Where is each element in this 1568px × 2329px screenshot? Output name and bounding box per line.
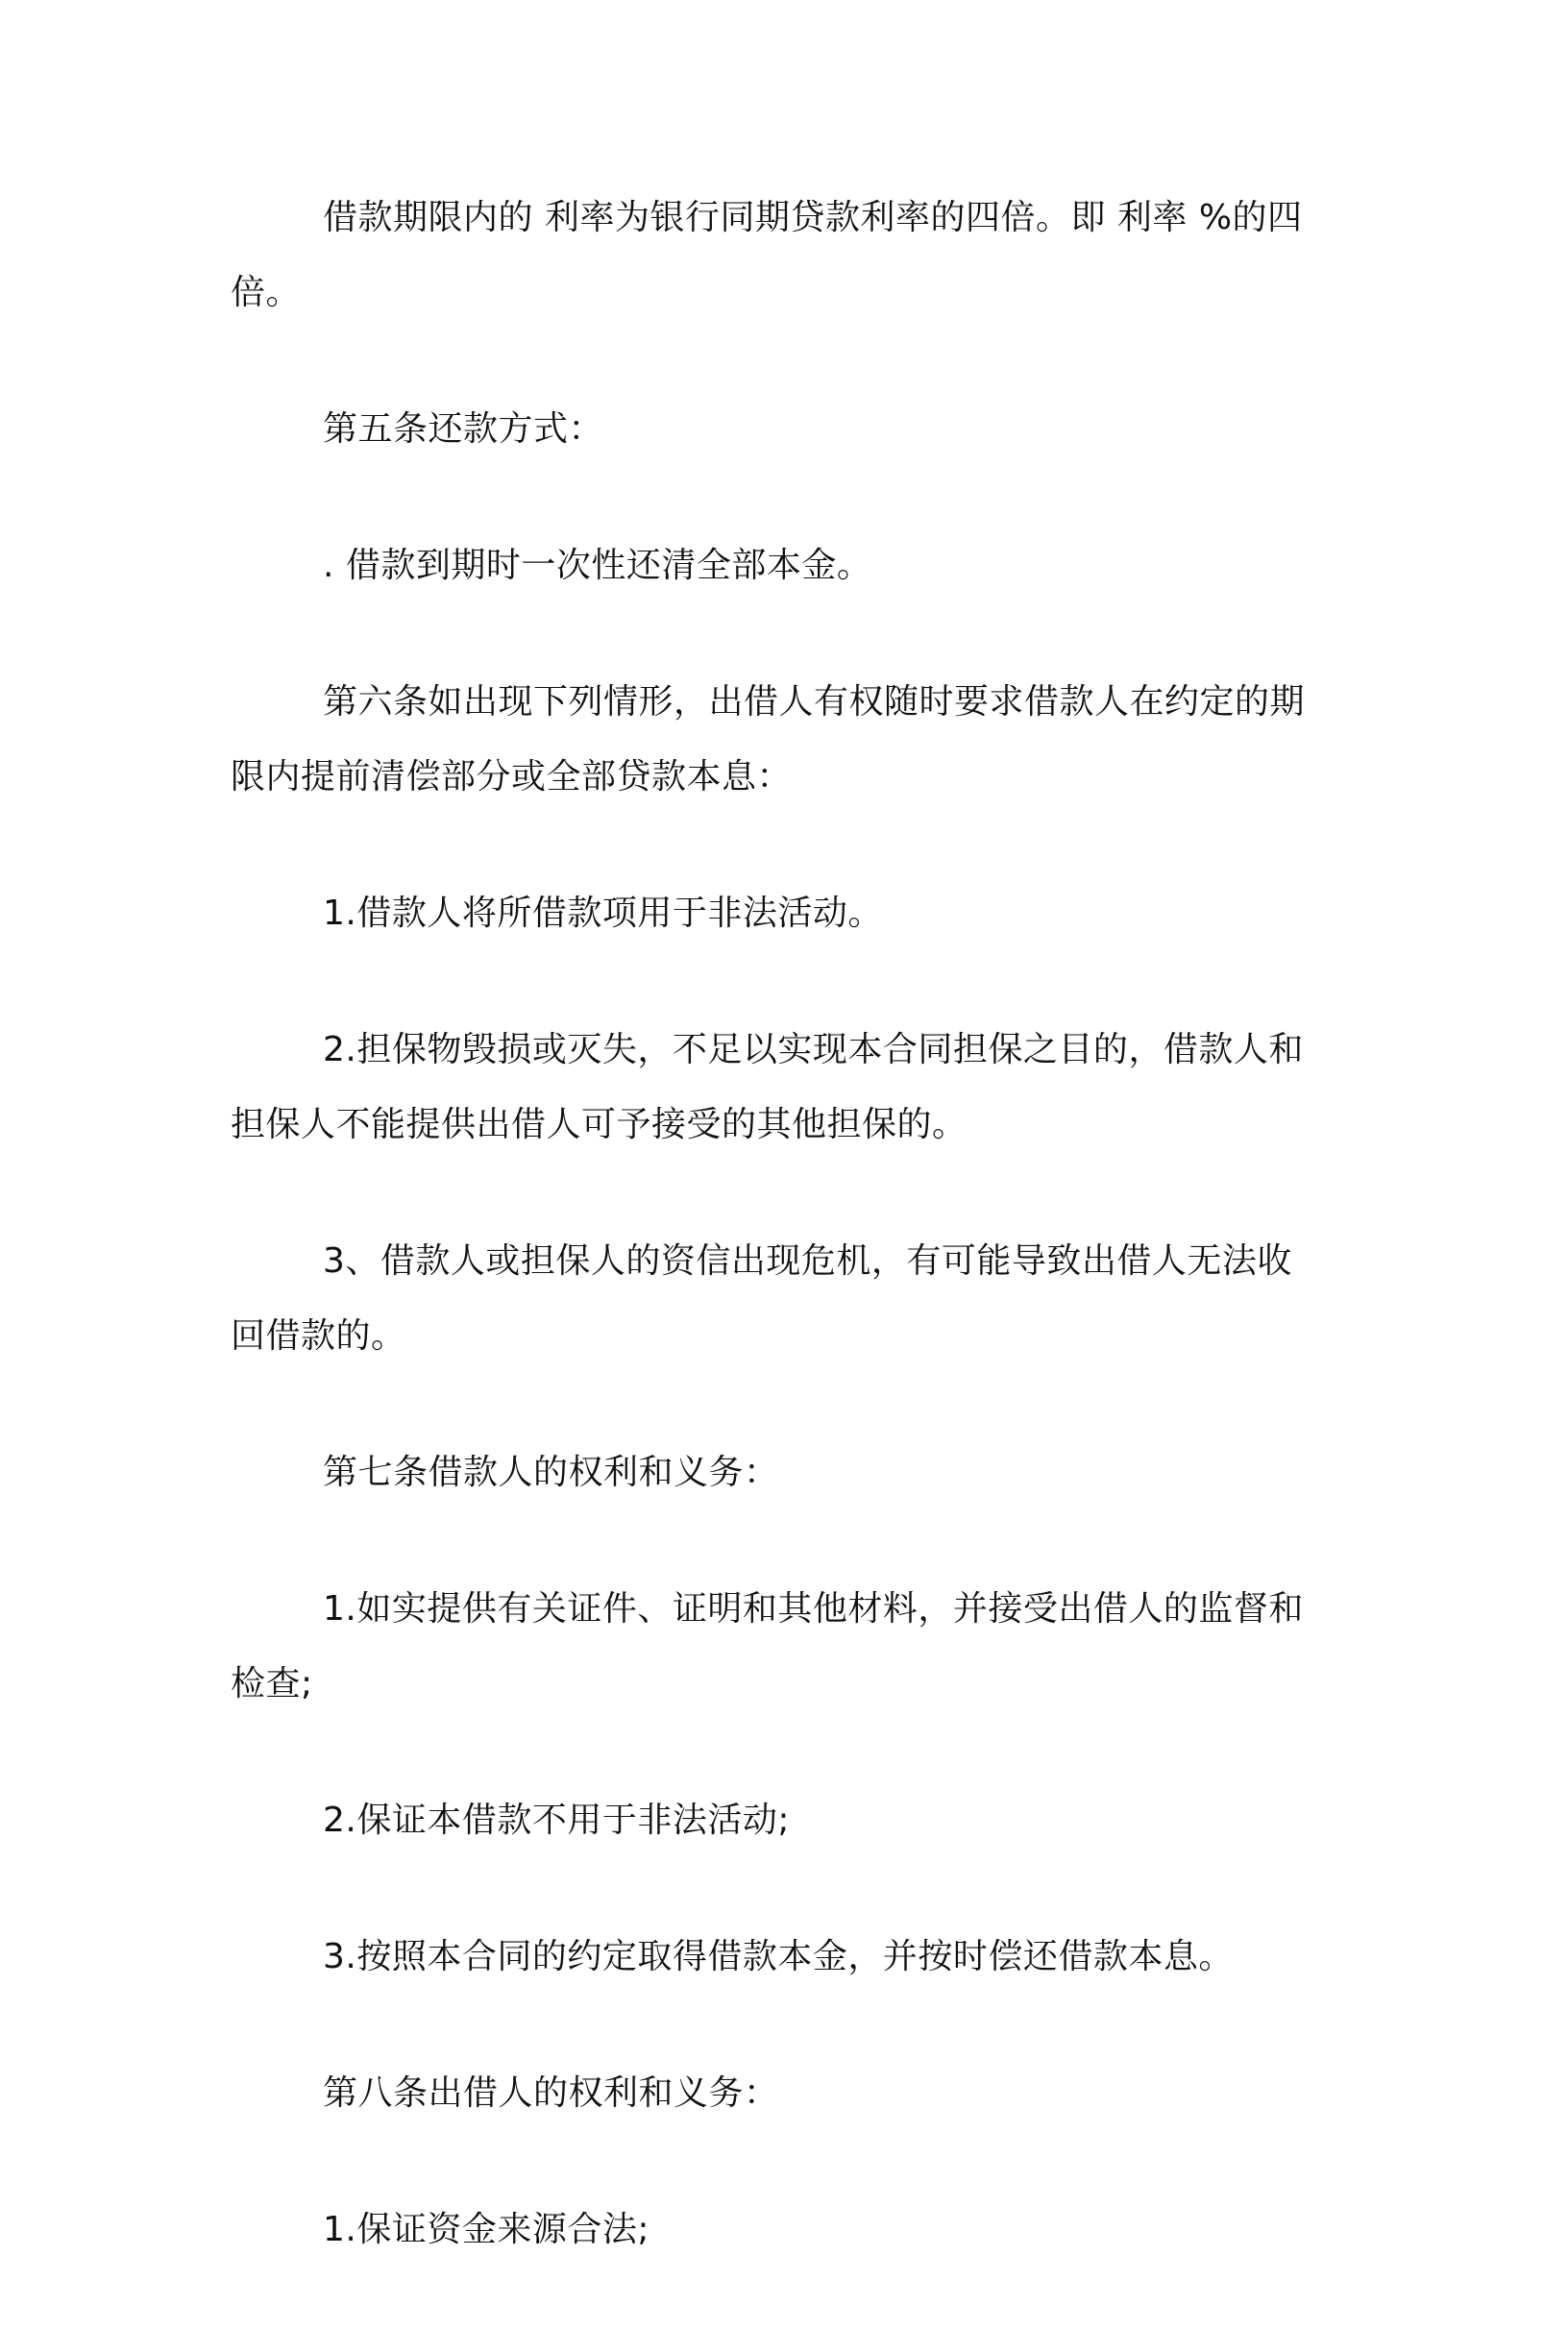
list-item-7-1: 1.如实提供有关证件、证明和其他材料，并接受出借人的监督和检查; <box>231 1589 1304 1704</box>
document-page <box>231 181 1326 2329</box>
heading-article-7: 第七条借款人的权利和义务： <box>323 1453 779 1492</box>
list-item-6-2: 2.担保物毁损或灭失，不足以实现本合同担保之目的，借款人和担保人不能提供出借人可予接受的其他担保的。 <box>231 1030 1304 1144</box>
list-item-6-1: 1.借款人将所借款项用于非法活动。 <box>323 894 883 933</box>
list-item-6-3: 3、借款人或担保人的资信出现危机，有可能导致出借人无法收回借款的。 <box>231 1241 1292 1356</box>
heading-article-6: 第六条如出现下列情形，出借人有权随时要求借款人在约定的期限内提前清偿部分或全部贷款本息： <box>231 682 1306 797</box>
list-item-7-3: 3.按照本合同的约定取得借款本金，并按时偿还借款本息。 <box>323 1937 1234 1976</box>
list-item-8-1: 1.保证资金来源合法; <box>323 2210 649 2249</box>
paragraph-interest-rate: 借款期限内的 利率为银行同期贷款利率的四倍。即 利率 %的四倍。 <box>231 198 1303 312</box>
heading-article-8: 第八条出借人的权利和义务： <box>323 2073 779 2113</box>
paragraph-repayment-method: . 借款到期时一次性还清全部本金。 <box>323 546 872 585</box>
heading-article-5: 第五条还款方式： <box>323 409 604 449</box>
list-item-7-2: 2.保证本借款不用于非法活动; <box>323 1801 790 1840</box>
